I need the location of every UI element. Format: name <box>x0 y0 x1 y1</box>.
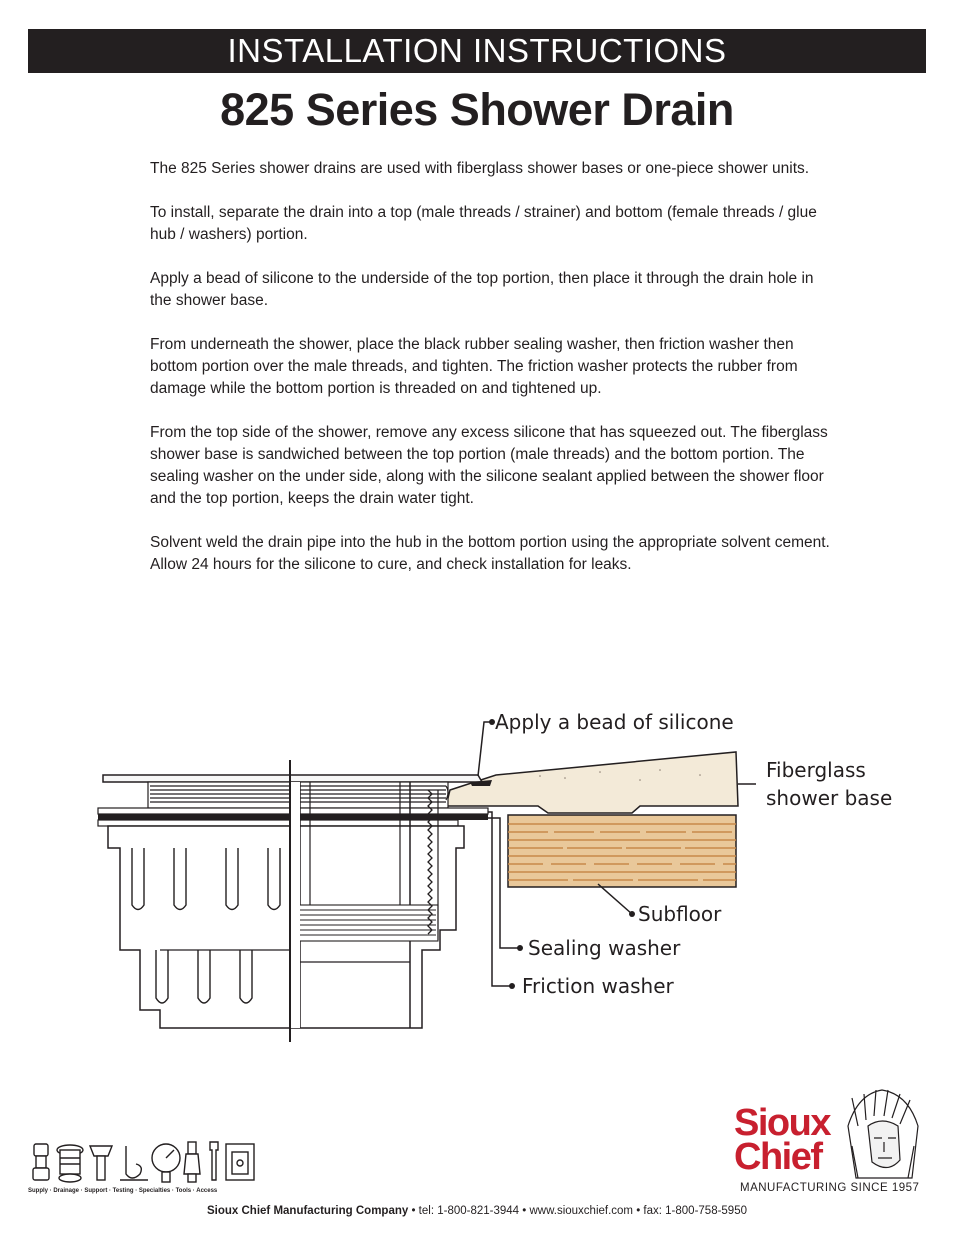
label-friction-washer: Friction washer <box>522 974 674 998</box>
label-apply-silicone: Apply a bead of silicone <box>495 710 734 734</box>
label-fiberglass-line1: Fiberglass <box>766 758 866 782</box>
footer-contact-details: • tel: 1-800-821-3944 • www.siouxchief.com • fax: 1-800-758-5950 <box>408 1205 747 1217</box>
brand-name-line1: Sioux <box>734 1102 830 1144</box>
paragraph-washers: From underneath the shower, place the black rubber sealing washer, then friction washer then bottom portion over the male threads, and tighten. The friction washer protects the rubber from damage while the bottom portion is threaded on and tightened up. <box>150 336 798 397</box>
product-lines-strip <box>28 1136 258 1198</box>
paragraph-separate: To install, separate the drain into a top (male threads / strainer) and bottom (female threads / glue hub / washers) portion. <box>150 204 817 243</box>
support-icon <box>90 1146 112 1180</box>
lower-washer-band <box>98 820 458 826</box>
paragraph-solvent-weld: Solvent weld the drain pipe into the hub in the bottom portion using the appropriate solvent cement. Allow 24 hours for the silicone to cure, and check installation for leaks. <box>150 534 830 573</box>
label-subfloor: Subfloor <box>638 902 722 926</box>
brand-name-line2: Chief <box>734 1136 822 1178</box>
sioux-chief-logo <box>734 1086 924 1196</box>
footer-company: Sioux Chief Manufacturing Company <box>207 1205 409 1217</box>
wrench-icon <box>210 1142 218 1180</box>
page-title: 825 Series Shower Drain <box>220 84 734 135</box>
access-panel-icon <box>226 1144 254 1180</box>
strainer-flange <box>103 775 482 782</box>
tools-tagline: Supply · Drainage · Support · Testing · Specialties · Tools · Access <box>28 1188 218 1194</box>
valve-icon <box>33 1144 49 1180</box>
paragraph-silicone: Apply a bead of silicone to the underside of the top portion, then place it through the drain hole in the shower base. <box>150 270 814 309</box>
subfloor <box>508 815 736 887</box>
instructions-banner: INSTALLATION INSTRUCTIONS <box>28 29 926 73</box>
brand-tagline: MANUFACTURING SINCE 1957 <box>740 1182 920 1194</box>
label-fiberglass-line2: shower base <box>766 786 893 810</box>
paragraph-sandwich: From the top side of the shower, remove any excess silicone that has squeezed out. The fiberglass shower base is sandwiched between the top portion (male threads) and the bottom portion. The sealing washer on the under side, along with the silicone sealant applied between the shower floor and the top portion, keeps the drain water tight. <box>150 424 828 507</box>
drain-icon <box>57 1145 83 1182</box>
tester-icon <box>184 1142 200 1182</box>
hanger-icon <box>120 1146 148 1180</box>
chief-headdress-icon <box>838 1086 924 1182</box>
product-icons <box>28 1136 258 1186</box>
footer-contact <box>0 1205 954 1217</box>
gauge-icon <box>152 1144 180 1182</box>
internal-threads <box>290 905 438 941</box>
brand-name <box>734 1102 830 1178</box>
paragraph-intro: The 825 Series shower drains are used with fiberglass shower bases or one-piece shower units. <box>150 160 810 177</box>
label-sealing-washer: Sealing washer <box>528 936 681 960</box>
